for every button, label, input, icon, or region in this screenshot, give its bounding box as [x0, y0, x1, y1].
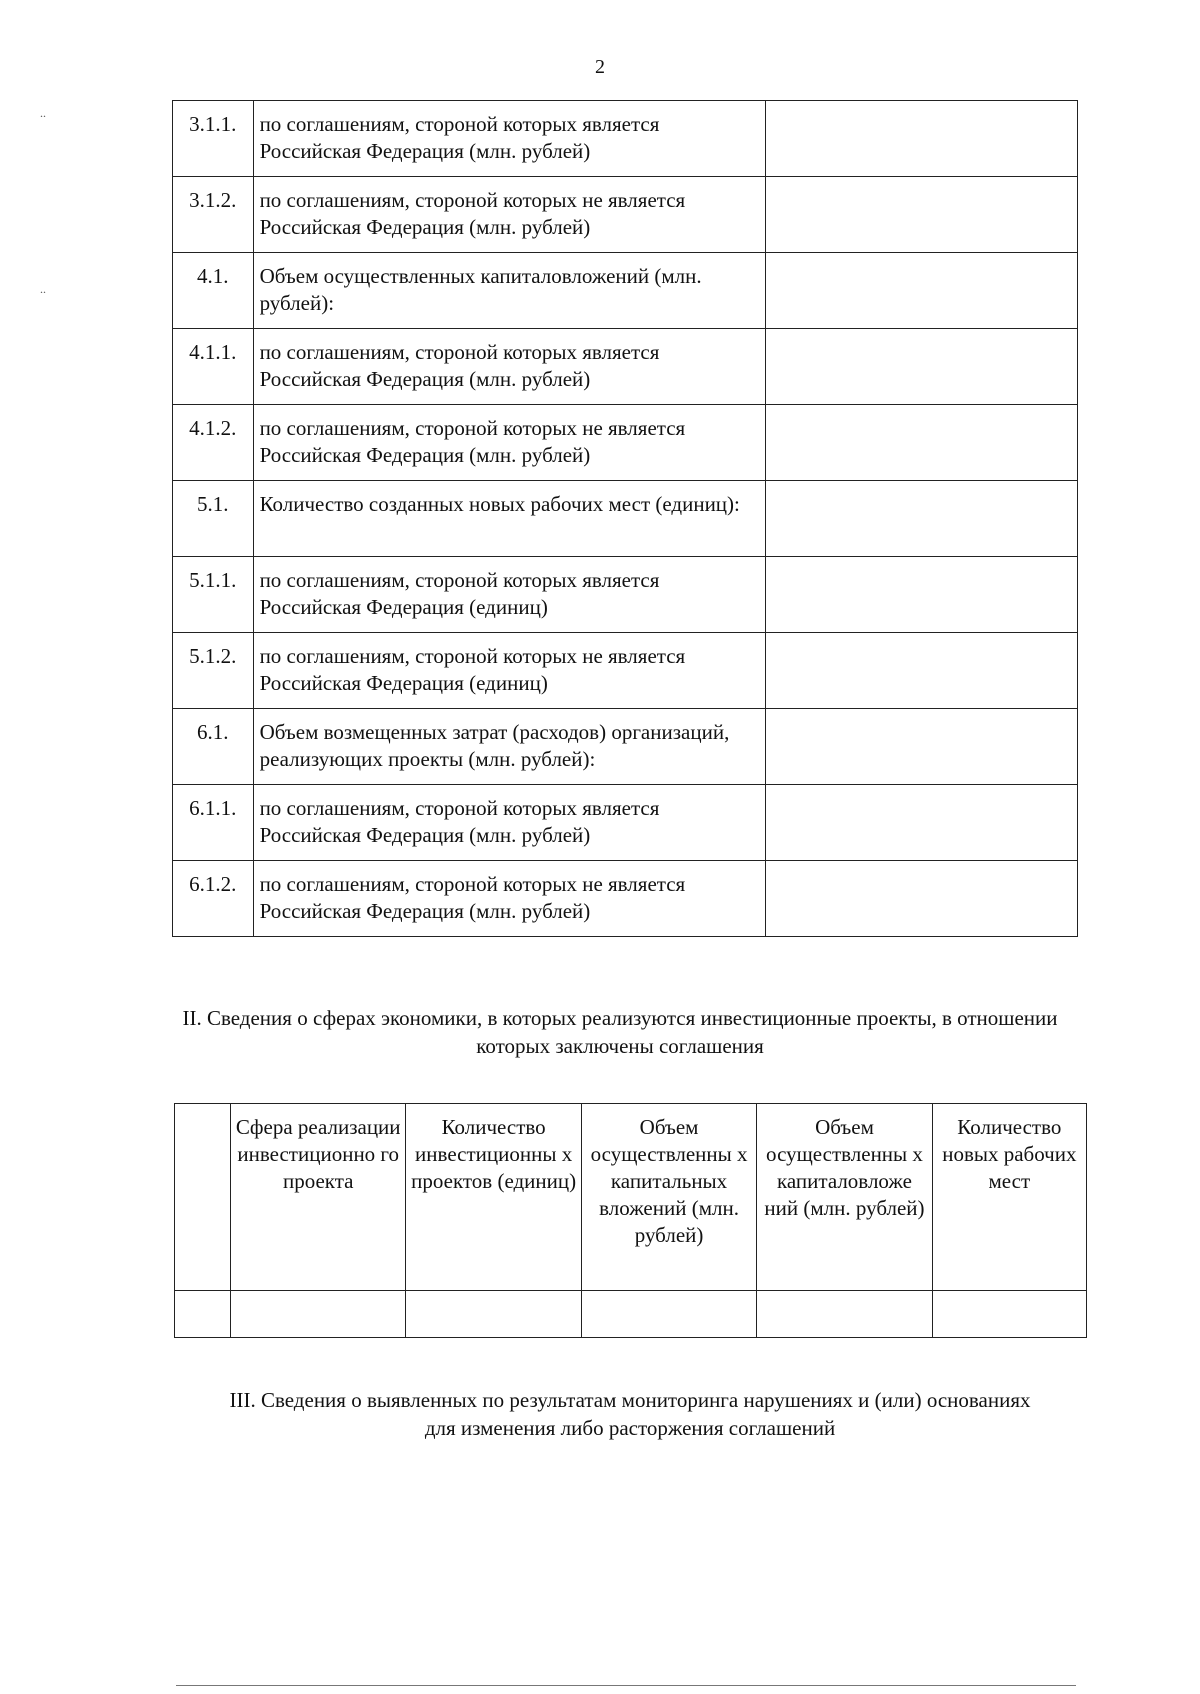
row-number: 3.1.2. — [173, 177, 254, 253]
column-header: Количество новых рабочих мест — [932, 1104, 1086, 1291]
table-row — [173, 557, 1078, 633]
row-description: по соглашениям, стороной которых не является Российская Федерация (единиц) — [253, 633, 766, 709]
row-description: по соглашениям, стороной которых является Российская Федерация (единиц) — [253, 557, 766, 633]
column-header: Количество инвестиционны х проектов (единиц) — [406, 1104, 581, 1291]
row-description: по соглашениям, стороной которых является Российская Федерация (млн. рублей) — [253, 101, 766, 177]
table-cell — [175, 1291, 231, 1338]
row-number: 4.1. — [173, 253, 254, 329]
row-number: 5.1.1. — [173, 557, 254, 633]
table-row — [175, 1291, 1087, 1338]
table-cell — [757, 1291, 932, 1338]
table-row — [173, 861, 1078, 937]
row-number: 6.1.2. — [173, 861, 254, 937]
row-description: по соглашениям, стороной которых является Российская Федерация (млн. рублей) — [253, 785, 766, 861]
row-value — [766, 253, 1078, 329]
row-value — [766, 405, 1078, 481]
table-row — [173, 709, 1078, 785]
section-2-heading: II. Сведения о сферах экономики, в которых реализуются инвестиционные проекты, в отношении которых заключены соглашения — [182, 1006, 1058, 1058]
table-row — [173, 405, 1078, 481]
row-description: по соглашениям, стороной которых не является Российская Федерация (млн. рублей) — [253, 405, 766, 481]
indicators-table — [172, 100, 1078, 937]
row-number: 5.1. — [173, 481, 254, 557]
table-row — [173, 481, 1078, 557]
table-row — [173, 633, 1078, 709]
row-description: Объем возмещенных затрат (расходов) организаций, реализующих проекты (млн. рублей): — [253, 709, 766, 785]
column-header: Объем осуществленны х капитальных вложений (млн. рублей) — [581, 1104, 756, 1291]
row-value — [766, 861, 1078, 937]
spheres-table — [174, 1103, 1087, 1338]
row-number: 6.1. — [173, 709, 254, 785]
row-number: 5.1.2. — [173, 633, 254, 709]
column-header: Сфера реализации инвестиционно го проекта — [231, 1104, 406, 1291]
row-number: 3.1.1. — [173, 101, 254, 177]
table-row — [173, 329, 1078, 405]
table-cell — [231, 1291, 406, 1338]
row-description: по соглашениям, стороной которых не является Российская Федерация (млн. рублей) — [253, 177, 766, 253]
table-row — [173, 785, 1078, 861]
row-value — [766, 329, 1078, 405]
row-value — [766, 481, 1078, 557]
table-cell — [581, 1291, 756, 1338]
row-description: Объем осуществленных капиталовложений (млн. рублей): — [253, 253, 766, 329]
margin-mark: .. — [40, 106, 46, 120]
row-value — [766, 785, 1078, 861]
row-number: 4.1.1. — [173, 329, 254, 405]
row-value — [766, 177, 1078, 253]
column-header — [175, 1104, 231, 1291]
row-number: 4.1.2. — [173, 405, 254, 481]
row-value — [766, 633, 1078, 709]
page-number: 2 — [595, 56, 605, 78]
margin-mark: .. — [40, 282, 46, 296]
column-header: Объем осуществленны х капиталовложе ний (млн. рублей) — [757, 1104, 932, 1291]
row-value — [766, 557, 1078, 633]
section-3-heading: III. Сведения о выявленных по результатам мониторинга нарушениях и (или) основаниях для изменения либо расторжения соглашений — [229, 1388, 1031, 1440]
bottom-rule — [176, 1685, 1076, 1686]
row-description: Количество созданных новых рабочих мест (единиц): — [253, 481, 766, 557]
row-description: по соглашениям, стороной которых не является Российская Федерация (млн. рублей) — [253, 861, 766, 937]
table-cell — [406, 1291, 581, 1338]
row-value — [766, 709, 1078, 785]
row-value — [766, 101, 1078, 177]
table-row — [173, 101, 1078, 177]
row-description: по соглашениям, стороной которых является Российская Федерация (млн. рублей) — [253, 329, 766, 405]
table-row — [173, 177, 1078, 253]
table-cell — [932, 1291, 1086, 1338]
table-row — [173, 253, 1078, 329]
row-number: 6.1.1. — [173, 785, 254, 861]
